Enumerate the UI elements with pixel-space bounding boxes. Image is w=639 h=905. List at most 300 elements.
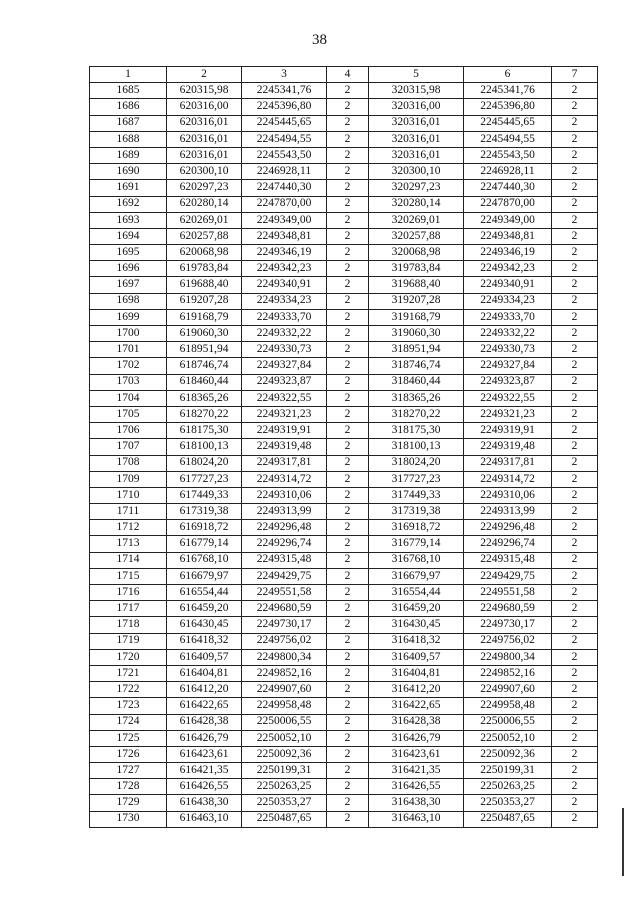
table-cell: 316459,20 <box>369 601 464 617</box>
table-cell: 1720 <box>90 649 167 665</box>
table-row <box>90 487 598 503</box>
table-cell: 317727,23 <box>369 471 464 487</box>
table-cell: 1689 <box>90 147 167 163</box>
table-cell: 2 <box>327 455 369 471</box>
table-cell: 2249319,91 <box>242 423 327 439</box>
table-cell: 2250092,36 <box>242 746 327 762</box>
table-cell: 1712 <box>90 520 167 536</box>
table-cell: 620300,10 <box>167 164 242 180</box>
table-cell: 2 <box>552 730 598 746</box>
table-cell: 2 <box>327 115 369 131</box>
table-cell: 1702 <box>90 358 167 374</box>
table-cell: 2 <box>327 261 369 277</box>
table-row <box>90 520 598 536</box>
table-cell: 2 <box>327 520 369 536</box>
table-row <box>90 99 598 115</box>
table-cell: 2249296,48 <box>242 520 327 536</box>
table-cell: 319168,79 <box>369 309 464 325</box>
table-cell: 2249349,00 <box>242 212 327 228</box>
table-cell: 2249333,70 <box>242 309 327 325</box>
table-cell: 617727,23 <box>167 471 242 487</box>
table-cell: 316679,97 <box>369 568 464 584</box>
table-cell: 619207,28 <box>167 293 242 309</box>
table-cell: 2249800,34 <box>242 649 327 665</box>
table-cell: 316412,20 <box>369 682 464 698</box>
table-cell: 1708 <box>90 455 167 471</box>
table-cell: 1711 <box>90 504 167 520</box>
table-cell: 2249852,16 <box>464 665 552 681</box>
table-cell: 320269,01 <box>369 212 464 228</box>
table-cell: 2 <box>327 795 369 811</box>
table-cell: 2 <box>327 390 369 406</box>
table-cell: 2 <box>552 698 598 714</box>
table-cell: 2249730,17 <box>464 617 552 633</box>
table-cell: 2249310,06 <box>464 487 552 503</box>
table-cell: 2249429,75 <box>242 568 327 584</box>
table-cell: 2 <box>552 180 598 196</box>
table-cell: 2249322,55 <box>464 390 552 406</box>
table-cell: 618270,22 <box>167 406 242 422</box>
table-cell: 1698 <box>90 293 167 309</box>
table-cell: 316421,35 <box>369 763 464 779</box>
table-cell: 616421,35 <box>167 763 242 779</box>
table-row <box>90 714 598 730</box>
table-row <box>90 261 598 277</box>
table-cell: 316422,65 <box>369 698 464 714</box>
table-cell: 2 <box>552 811 598 827</box>
table-row <box>90 390 598 406</box>
table-row <box>90 455 598 471</box>
table-cell: 2 <box>327 601 369 617</box>
table-cell: 2 <box>552 763 598 779</box>
table-row <box>90 147 598 163</box>
table-cell: 2250006,55 <box>464 714 552 730</box>
table-cell: 2 <box>327 83 369 99</box>
table-cell: 1718 <box>90 617 167 633</box>
table-row <box>90 277 598 293</box>
table-row <box>90 342 598 358</box>
table-cell: 2 <box>552 601 598 617</box>
table-cell: 2 <box>327 714 369 730</box>
table-cell: 2 <box>552 649 598 665</box>
table-cell: 2 <box>552 423 598 439</box>
table-cell: 2249319,48 <box>464 439 552 455</box>
table-cell: 1685 <box>90 83 167 99</box>
table-cell: 2245445,65 <box>464 115 552 131</box>
table-cell: 316418,32 <box>369 633 464 649</box>
table-cell: 2 <box>327 487 369 503</box>
table-cell: 1694 <box>90 228 167 244</box>
table-cell: 2 <box>327 536 369 552</box>
table-cell: 2 <box>552 504 598 520</box>
table-cell: 2245341,76 <box>464 83 552 99</box>
table-cell: 2249321,23 <box>242 406 327 422</box>
table-cell: 2 <box>327 358 369 374</box>
table-cell: 618024,20 <box>167 455 242 471</box>
table-cell: 2249327,84 <box>242 358 327 374</box>
table-cell: 2249756,02 <box>464 633 552 649</box>
table-cell: 1705 <box>90 406 167 422</box>
table-cell: 2 <box>552 633 598 649</box>
table-cell: 320316,01 <box>369 147 464 163</box>
table-cell: 618746,74 <box>167 358 242 374</box>
table-cell: 2 <box>552 406 598 422</box>
table-cell: 2 <box>327 504 369 520</box>
table-cell: 620068,98 <box>167 245 242 261</box>
table-cell: 320068,98 <box>369 245 464 261</box>
table-cell: 2 <box>327 649 369 665</box>
table-cell: 2245445,65 <box>242 115 327 131</box>
table-cell: 2249310,06 <box>242 487 327 503</box>
table-row <box>90 795 598 811</box>
table-row <box>90 552 598 568</box>
table-cell: 1704 <box>90 390 167 406</box>
table-cell: 1690 <box>90 164 167 180</box>
table-row <box>90 212 598 228</box>
table-cell: 2249340,91 <box>464 277 552 293</box>
table-cell: 2 <box>327 342 369 358</box>
table-row <box>90 326 598 342</box>
table-row <box>90 293 598 309</box>
table-cell: 2 <box>552 439 598 455</box>
table-cell: 2249327,84 <box>464 358 552 374</box>
table-row <box>90 423 598 439</box>
table-cell: 1716 <box>90 585 167 601</box>
table-cell: 2249907,60 <box>464 682 552 698</box>
table-cell: 2249346,19 <box>242 245 327 261</box>
table-cell: 2 <box>552 131 598 147</box>
table-cell: 2250052,10 <box>242 730 327 746</box>
table-cell: 616428,38 <box>167 714 242 730</box>
table-cell: 616768,10 <box>167 552 242 568</box>
table-cell: 1707 <box>90 439 167 455</box>
column-header: 1 <box>90 67 167 83</box>
table-cell: 2 <box>327 779 369 795</box>
table-cell: 2 <box>552 358 598 374</box>
table-cell: 616418,32 <box>167 633 242 649</box>
table-cell: 2 <box>552 99 598 115</box>
table-cell: 1696 <box>90 261 167 277</box>
table-row <box>90 633 598 649</box>
table-cell: 1688 <box>90 131 167 147</box>
table-cell: 2 <box>327 99 369 115</box>
table-row <box>90 245 598 261</box>
table-cell: 2249349,00 <box>464 212 552 228</box>
table-cell: 2 <box>327 277 369 293</box>
table-cell: 2 <box>327 212 369 228</box>
table-cell: 2249756,02 <box>242 633 327 649</box>
table-cell: 2 <box>327 746 369 762</box>
table-cell: 2 <box>327 439 369 455</box>
page-number: 38 <box>312 32 327 48</box>
table-cell: 316409,57 <box>369 649 464 665</box>
table-cell: 616426,55 <box>167 779 242 795</box>
table-cell: 318746,74 <box>369 358 464 374</box>
table-cell: 320297,23 <box>369 180 464 196</box>
table-row <box>90 374 598 390</box>
table-cell: 2249551,58 <box>464 585 552 601</box>
table-cell: 2 <box>327 374 369 390</box>
table-cell: 2247870,00 <box>464 196 552 212</box>
table-cell: 2249346,19 <box>464 245 552 261</box>
table-cell: 2 <box>327 471 369 487</box>
table-cell: 2249348,81 <box>464 228 552 244</box>
table-cell: 620280,14 <box>167 196 242 212</box>
column-header: 5 <box>369 67 464 83</box>
table-cell: 620316,01 <box>167 131 242 147</box>
table-cell: 1727 <box>90 763 167 779</box>
table-cell: 2 <box>552 779 598 795</box>
table-cell: 1700 <box>90 326 167 342</box>
table-cell: 2249348,81 <box>242 228 327 244</box>
table-row <box>90 406 598 422</box>
table-cell: 2250487,65 <box>242 811 327 827</box>
table-cell: 2245494,55 <box>242 131 327 147</box>
table-cell: 2 <box>552 326 598 342</box>
table-row <box>90 196 598 212</box>
table-cell: 316554,44 <box>369 585 464 601</box>
table-cell: 618460,44 <box>167 374 242 390</box>
table-cell: 619168,79 <box>167 309 242 325</box>
table-cell: 2 <box>552 617 598 633</box>
table-cell: 2246928,11 <box>242 164 327 180</box>
coordinates-table <box>89 66 598 828</box>
table-cell: 2249319,48 <box>242 439 327 455</box>
table-cell: 316779,14 <box>369 536 464 552</box>
scan-edge-mark <box>622 808 624 876</box>
table-cell: 316918,72 <box>369 520 464 536</box>
table-cell: 619688,40 <box>167 277 242 293</box>
table-cell: 616679,97 <box>167 568 242 584</box>
table-cell: 1719 <box>90 633 167 649</box>
table-cell: 2 <box>327 730 369 746</box>
table-row <box>90 779 598 795</box>
table-cell: 2 <box>327 698 369 714</box>
table-cell: 2 <box>327 585 369 601</box>
table-cell: 2249907,60 <box>242 682 327 698</box>
table-cell: 1729 <box>90 795 167 811</box>
table-cell: 2249332,22 <box>242 326 327 342</box>
table-cell: 2 <box>552 293 598 309</box>
table-cell: 2249340,91 <box>242 277 327 293</box>
table-cell: 2 <box>327 228 369 244</box>
table-cell: 2 <box>327 617 369 633</box>
table-cell: 316426,79 <box>369 730 464 746</box>
table-cell: 620316,01 <box>167 115 242 131</box>
table-cell: 616409,57 <box>167 649 242 665</box>
table-cell: 2250199,31 <box>242 763 327 779</box>
table-cell: 2245396,80 <box>464 99 552 115</box>
table-cell: 2250263,25 <box>242 779 327 795</box>
column-header: 3 <box>242 67 327 83</box>
table-cell: 620269,01 <box>167 212 242 228</box>
table-cell: 319207,28 <box>369 293 464 309</box>
table-cell: 316428,38 <box>369 714 464 730</box>
table-cell: 1709 <box>90 471 167 487</box>
table-cell: 1693 <box>90 212 167 228</box>
table-cell: 2249334,23 <box>464 293 552 309</box>
table-cell: 2 <box>552 520 598 536</box>
table-cell: 2249296,74 <box>242 536 327 552</box>
table-cell: 1728 <box>90 779 167 795</box>
table-cell: 2250092,36 <box>464 746 552 762</box>
table-cell: 1687 <box>90 115 167 131</box>
table-cell: 320300,10 <box>369 164 464 180</box>
table-cell: 2 <box>327 245 369 261</box>
table-cell: 1721 <box>90 665 167 681</box>
table-cell: 2250006,55 <box>242 714 327 730</box>
table-cell: 2249680,59 <box>242 601 327 617</box>
table-cell: 616438,30 <box>167 795 242 811</box>
table-cell: 620257,88 <box>167 228 242 244</box>
table-cell: 2 <box>552 115 598 131</box>
table-row <box>90 568 598 584</box>
table-cell: 1713 <box>90 536 167 552</box>
table-cell: 2 <box>327 180 369 196</box>
table-cell: 2 <box>552 714 598 730</box>
table-cell: 2 <box>552 568 598 584</box>
table-cell: 2249852,16 <box>242 665 327 681</box>
table-cell: 1724 <box>90 714 167 730</box>
table-cell: 617449,33 <box>167 487 242 503</box>
table-cell: 318024,20 <box>369 455 464 471</box>
table-cell: 2 <box>327 552 369 568</box>
table-cell: 1710 <box>90 487 167 503</box>
table-cell: 320316,01 <box>369 131 464 147</box>
table-cell: 2 <box>552 342 598 358</box>
table-cell: 2247870,00 <box>242 196 327 212</box>
table-row <box>90 746 598 762</box>
table-cell: 1717 <box>90 601 167 617</box>
table-cell: 620315,98 <box>167 83 242 99</box>
table-row <box>90 228 598 244</box>
table-cell: 2 <box>552 245 598 261</box>
table-cell: 2 <box>552 374 598 390</box>
table-cell: 2 <box>552 665 598 681</box>
table-cell: 616554,44 <box>167 585 242 601</box>
table-cell: 616463,10 <box>167 811 242 827</box>
table-header-row <box>90 67 598 83</box>
table-cell: 2250487,65 <box>464 811 552 827</box>
column-header: 7 <box>552 67 598 83</box>
table-cell: 319060,30 <box>369 326 464 342</box>
table-cell: 2 <box>327 406 369 422</box>
table-cell: 617319,38 <box>167 504 242 520</box>
table-cell: 316768,10 <box>369 552 464 568</box>
table-cell: 2249321,23 <box>464 406 552 422</box>
table-cell: 2249333,70 <box>464 309 552 325</box>
table-cell: 616412,20 <box>167 682 242 698</box>
table-cell: 2 <box>552 390 598 406</box>
table-cell: 320316,00 <box>369 99 464 115</box>
table-cell: 2 <box>552 746 598 762</box>
table-row <box>90 763 598 779</box>
table-cell: 616459,20 <box>167 601 242 617</box>
table-cell: 2 <box>552 455 598 471</box>
table-cell: 320257,88 <box>369 228 464 244</box>
column-header: 2 <box>167 67 242 83</box>
table-cell: 2249342,23 <box>242 261 327 277</box>
table-cell: 1695 <box>90 245 167 261</box>
table-row <box>90 665 598 681</box>
table-cell: 2247440,30 <box>242 180 327 196</box>
table-cell: 2250353,27 <box>464 795 552 811</box>
table-cell: 2 <box>327 633 369 649</box>
table-body <box>90 83 598 828</box>
table-cell: 620316,01 <box>167 147 242 163</box>
table-cell: 2249317,81 <box>464 455 552 471</box>
table-cell: 2249323,87 <box>242 374 327 390</box>
table-cell: 317319,38 <box>369 504 464 520</box>
table-cell: 2249319,91 <box>464 423 552 439</box>
table-cell: 316438,30 <box>369 795 464 811</box>
table-cell: 618365,26 <box>167 390 242 406</box>
table-cell: 2 <box>327 131 369 147</box>
table-row <box>90 309 598 325</box>
table-cell: 619060,30 <box>167 326 242 342</box>
table-row <box>90 601 598 617</box>
table-cell: 1714 <box>90 552 167 568</box>
table-cell: 2 <box>327 196 369 212</box>
table-cell: 2249296,74 <box>464 536 552 552</box>
table-cell: 1697 <box>90 277 167 293</box>
table-row <box>90 698 598 714</box>
table-cell: 2245396,80 <box>242 99 327 115</box>
table-cell: 316404,81 <box>369 665 464 681</box>
table-cell: 2249323,87 <box>464 374 552 390</box>
table-row <box>90 504 598 520</box>
table-cell: 2 <box>552 261 598 277</box>
table-cell: 318365,26 <box>369 390 464 406</box>
table-cell: 318951,94 <box>369 342 464 358</box>
table-cell: 2249314,72 <box>464 471 552 487</box>
table-cell: 616779,14 <box>167 536 242 552</box>
table-cell: 2249322,55 <box>242 390 327 406</box>
table-row <box>90 811 598 827</box>
table-cell: 319688,40 <box>369 277 464 293</box>
table-cell: 2 <box>327 326 369 342</box>
table-cell: 2245543,50 <box>242 147 327 163</box>
table-row <box>90 358 598 374</box>
table-row <box>90 617 598 633</box>
table-cell: 619783,84 <box>167 261 242 277</box>
table-cell: 2249330,73 <box>242 342 327 358</box>
table-cell: 616918,72 <box>167 520 242 536</box>
table-cell: 1722 <box>90 682 167 698</box>
table-cell: 2249313,99 <box>464 504 552 520</box>
table-cell: 2 <box>552 83 598 99</box>
table-cell: 618175,30 <box>167 423 242 439</box>
table-row <box>90 439 598 455</box>
table-cell: 616404,81 <box>167 665 242 681</box>
table-cell: 2 <box>327 309 369 325</box>
table-cell: 2250263,25 <box>464 779 552 795</box>
table-cell: 2 <box>327 811 369 827</box>
table-cell: 2 <box>327 568 369 584</box>
table-cell: 2 <box>327 423 369 439</box>
table-cell: 1706 <box>90 423 167 439</box>
table-cell: 2249315,48 <box>242 552 327 568</box>
table-cell: 2249958,48 <box>464 698 552 714</box>
table-cell: 2 <box>552 487 598 503</box>
table-row <box>90 131 598 147</box>
table-cell: 620297,23 <box>167 180 242 196</box>
table-cell: 2 <box>552 147 598 163</box>
table-cell: 2 <box>552 585 598 601</box>
table-cell: 2246928,11 <box>464 164 552 180</box>
table-cell: 316423,61 <box>369 746 464 762</box>
table-row <box>90 536 598 552</box>
